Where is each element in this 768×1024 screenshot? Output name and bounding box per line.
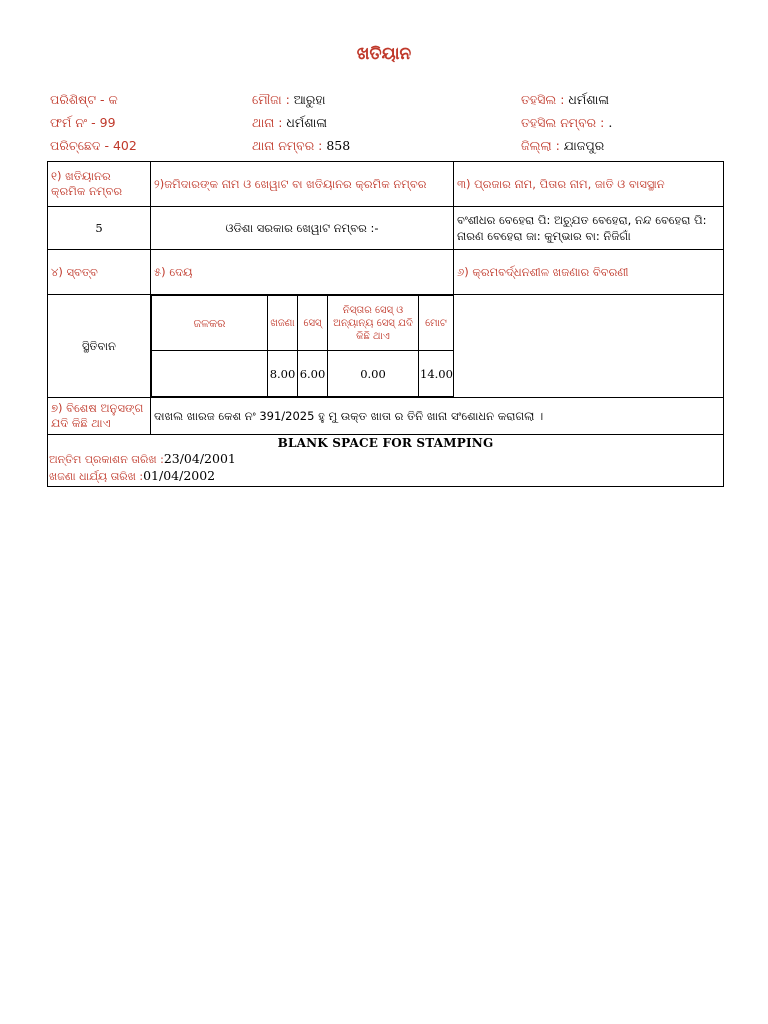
appendix-field (50, 88, 118, 112)
rent-details-header: ୬) କ୍ରମବର୍ଦ୍ଧନଶୀଳ ଖଜଣାର ବିବରଣୀ (454, 250, 724, 295)
thana-value: ଧର୍ମଶାଳା (286, 115, 327, 130)
khatiyan-number-header: ୧) ଖତିୟାନର କ୍ରମିକ ନମ୍ବର (48, 162, 151, 207)
district-label: ଜିଲ୍ଲା : (521, 138, 560, 153)
tenant-value: ବଂଶୀଧର ବେହେରା ପି: ଅଚ୍ଯୁତ ବେହେରା, ନନ୍ଦ ବେହେରା ପି: ନାରଣ ବେହେରା ଜା: କୁମ୍ଭାର ବା: ନିଜିଗାଁ (454, 207, 724, 250)
right-header: ୪) ସ୍ବତ୍ବ (48, 250, 151, 295)
table-row (48, 435, 724, 487)
thana-number-label: ଥାନା ନମ୍ବର : (252, 138, 323, 153)
table-row (48, 250, 724, 295)
other-cess-value: 0.00 (328, 351, 419, 397)
table-row (48, 398, 724, 435)
final-publication-date (49, 450, 722, 467)
right-value: ସ୍ଥିତିବାନ (48, 295, 151, 398)
khatiyan-table (47, 161, 724, 487)
cess-header: ସେସ୍ (298, 296, 328, 351)
table-row (48, 295, 724, 398)
other-cess-header: ନିସ୍ତାର ସେସ୍ ଓ ଅନ୍ୟାନ୍ୟ ସେସ୍ ଯଦି କିଛି ଥାଏ (328, 296, 419, 351)
thana-number-field (252, 134, 350, 158)
landlord-header: ୨)ଜମିଦାରଙ୍କ ନାମ ଓ ଖେୱାଟ ବା ଖତିୟାନର କ୍ରମିକ ନମ୍ବର (151, 162, 454, 207)
tahasil-value: ଧର୍ମଶାଳା (568, 92, 609, 107)
dues-header: ୫) ଦେୟ (151, 250, 454, 295)
khajana-value: 8.00 (268, 351, 298, 397)
thana-label: ଥାନା : (252, 115, 283, 130)
jalakar-header: ଜଳକର (152, 296, 268, 351)
khajana-header: ଖଜଣା (268, 296, 298, 351)
thana-number-value: 858 (326, 138, 351, 153)
dues-table (151, 295, 454, 397)
form-number-label: ଫର୍ମ ନଂ - (50, 115, 96, 130)
mouza-label: ମୌଜା : (252, 92, 290, 107)
mouza-value: ଆରୁହା (293, 92, 326, 107)
document-title: ଖତିୟାନ (356, 44, 412, 64)
tahasil-field (521, 88, 609, 112)
rent-fixation-value: 01/04/2002 (143, 468, 216, 483)
khewat-value: ଓଡିଶା ସରକାର ଖେୱାଟ ନମ୍ବର :- (151, 207, 454, 250)
table-row (48, 207, 724, 250)
thana-field (252, 111, 327, 135)
cess-value: 6.00 (298, 351, 328, 397)
total-value: 14.00 (419, 351, 454, 397)
tahasil-number-value: . (608, 115, 613, 130)
tenant-header: ୩) ପ୍ରଜାର ନାମ, ପିତାର ନାମ, ଜାତି ଓ ବାସସ୍ଥାନ (454, 162, 724, 207)
final-publication-label: ଅନ୍ତିମ ପ୍ରକାଶନ ତାରିଖ : (49, 453, 164, 466)
tahasil-label: ତହସିଲ : (521, 92, 565, 107)
mouza-field (252, 88, 326, 112)
stamp-space-title: BLANK SPACE FOR STAMPING (277, 436, 494, 450)
dues-cell (151, 295, 454, 398)
chapter-label: ପରିଚ୍ଛେଦ - (50, 138, 109, 153)
form-number-value: 99 (99, 115, 116, 130)
remarks-value: ଦାଖଲ ଖାରଜ କେଶ ନଂ 391/2025 ହୁ ମୁ ଉକ୍ତ ଖାତା ର ତିନି ଖାନା ସଂଶୋଧନ କରାଗଲା । (151, 398, 724, 435)
chapter-value: 402 (112, 138, 137, 153)
stamp-area (48, 435, 724, 487)
rent-details-value (454, 295, 724, 398)
tahasil-number-label: ତହସିଲ ନମ୍ବର : (521, 115, 605, 130)
jalakar-value (152, 351, 268, 397)
rent-fixation-date (49, 467, 722, 484)
rent-fixation-label: ଖଜଣା ଧାର୍ଯ୍ୟ ତାରିଖ : (49, 470, 144, 483)
appendix-label: ପରିଶିଷ୍ଟ - କ (50, 92, 118, 107)
district-field (521, 134, 604, 158)
khatiyan-number-value: 5 (48, 207, 151, 250)
district-value: ଯାଜପୁର (563, 138, 605, 153)
chapter-field (50, 134, 137, 158)
total-header: ମୋଟ (419, 296, 454, 351)
table-row (48, 162, 724, 207)
form-number-field (50, 111, 116, 135)
final-publication-value: 23/04/2001 (163, 451, 236, 466)
tahasil-number-field (521, 111, 612, 135)
remarks-header: ୭) ବିଶେଷ ଅନୁସଙ୍ଗ ଯଦି କିଛି ଥାଏ (48, 398, 151, 435)
